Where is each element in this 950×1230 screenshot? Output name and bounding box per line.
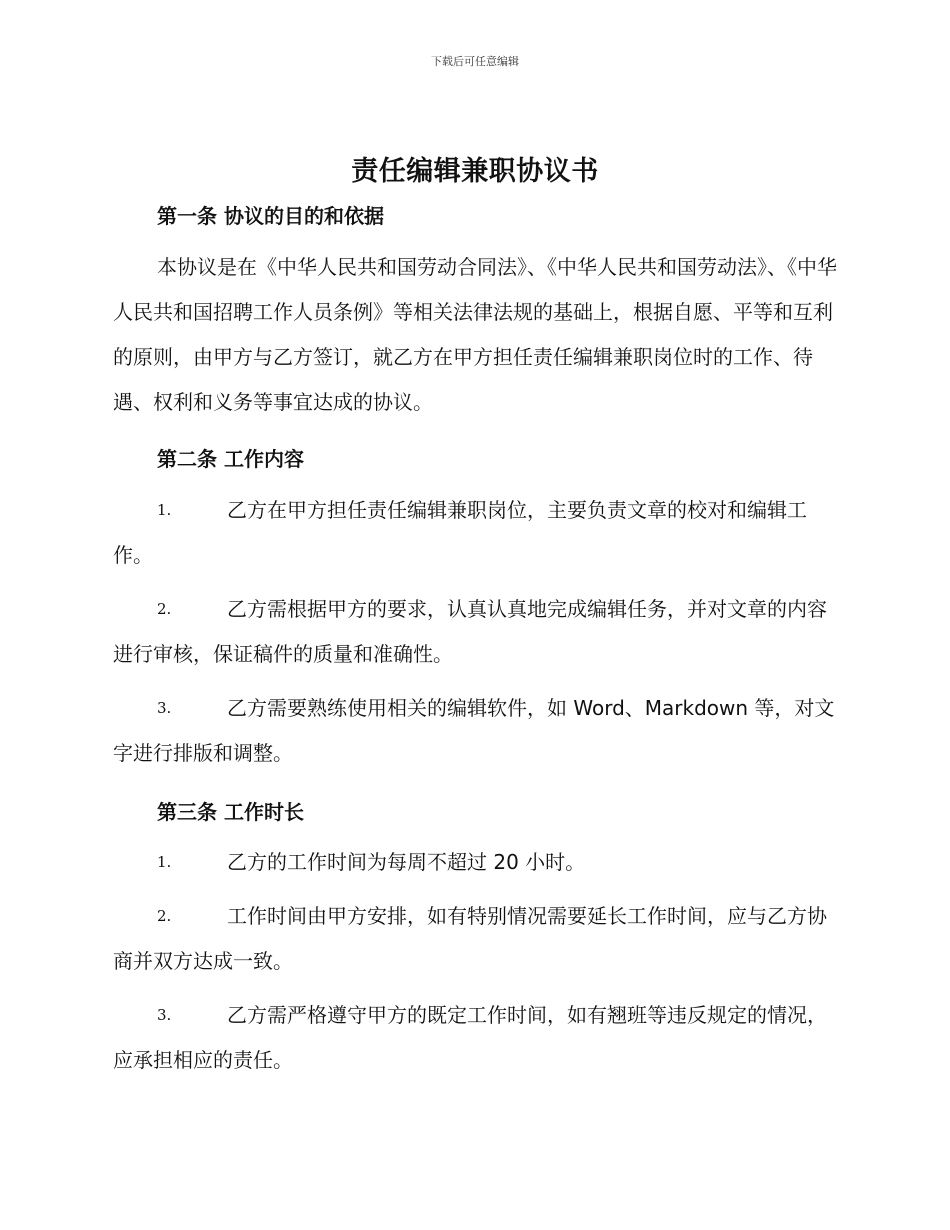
document-title: 责任编辑兼职协议书 <box>351 156 599 187</box>
list-item-number: 3. <box>157 699 172 717</box>
section-heading: 第一条 协议的目的和依据 <box>157 204 384 228</box>
section-heading: 第三条 工作时长 <box>157 800 304 824</box>
list-item-number: 2. <box>157 907 172 925</box>
list-item <box>113 686 838 776</box>
list-item-number: 1. <box>157 501 172 519</box>
page-header: 下载后可任意编辑 <box>431 55 519 68</box>
list-item-text: 乙方需要熟练使用相关的编辑软件，如 Word、Markdown 等，对文字进行排版和调整。 <box>113 696 835 765</box>
list-item-number: 2. <box>157 600 172 618</box>
section-heading: 第二条 工作内容 <box>157 447 304 471</box>
list-item <box>113 840 838 885</box>
list-item-text: 工作时间由甲方安排，如有特别情况需要延长工作时间，应与乙方协商并双方达成一致。 <box>113 904 827 973</box>
list-item-number: 3. <box>157 1006 172 1024</box>
list-item-number: 1. <box>157 853 172 871</box>
list-item-text: 乙方的工作时间为每周不超过 20 小时。 <box>227 850 586 874</box>
list-item <box>113 587 838 677</box>
section-paragraph: 本协议是在《中华人民共和国劳动合同法》、《中华人民共和国劳动法》、《中华人民共和国招聘工作人员条例》等相关法律法规的基础上，根据自愿、平等和互利的原则，由甲方与乙方签订，就乙方在甲方担任责任编辑兼职岗位时的工作、待遇、权利和义务等事宜达成的协议。 <box>113 255 837 414</box>
list-item <box>113 993 838 1083</box>
list-item <box>113 488 838 578</box>
list-item-text: 乙方需严格遵守甲方的既定工作时间，如有翘班等违反规定的情况，应承担相应的责任。 <box>113 1003 827 1072</box>
list-item-text: 乙方在甲方担任责任编辑兼职岗位，主要负责文章的校对和编辑工作。 <box>113 498 807 567</box>
list-item <box>113 894 838 984</box>
list-item-text: 乙方需根据甲方的要求，认真认真地完成编辑任务，并对文章的内容进行审核，保证稿件的质量和准确性。 <box>113 597 827 666</box>
